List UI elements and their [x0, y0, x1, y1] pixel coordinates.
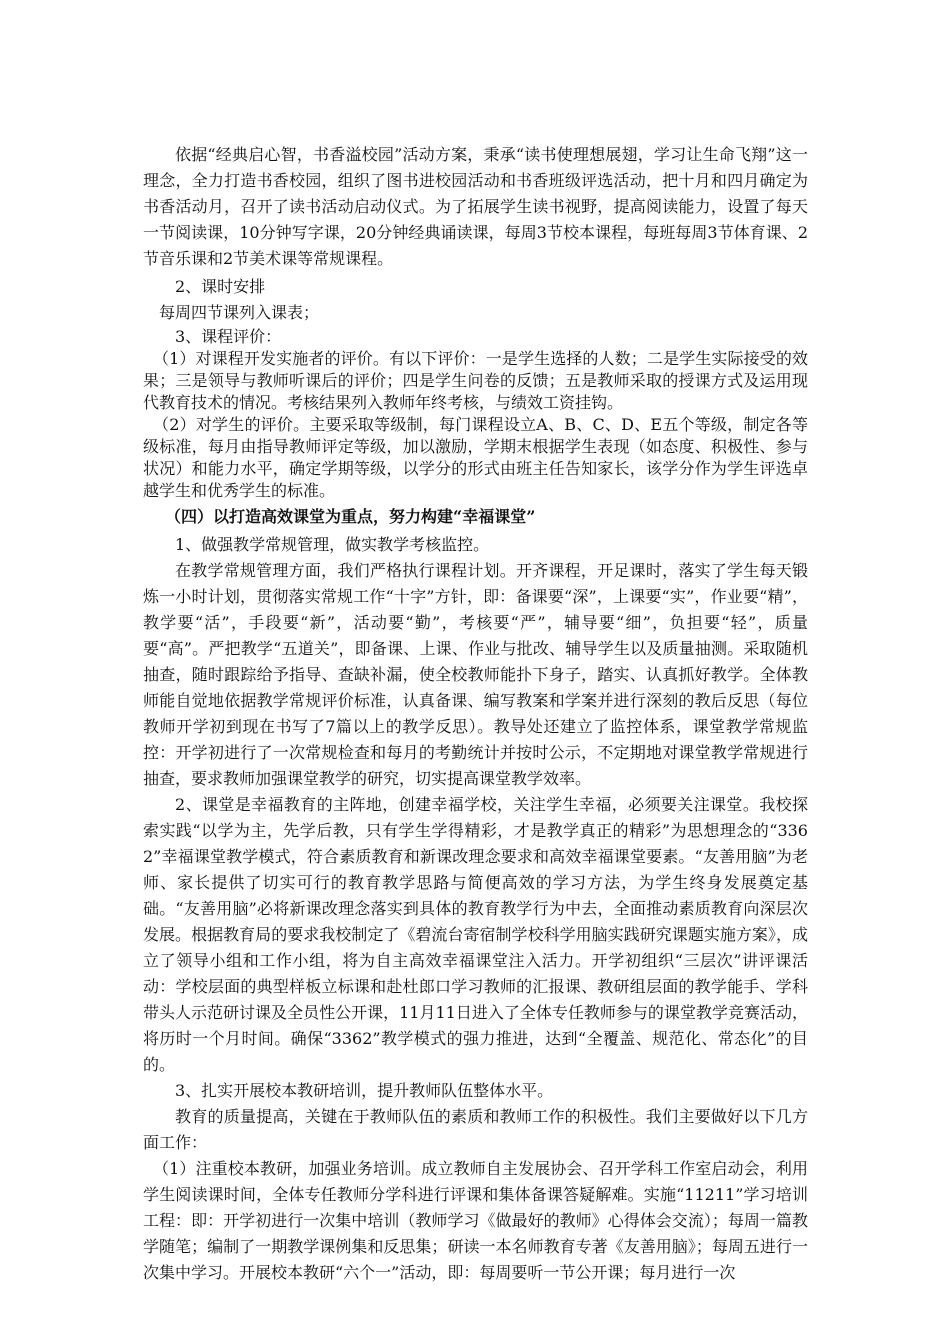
paragraph-happy-classroom: 2、课堂是幸福教育的主阵地，创建幸福学校，关注学生幸福，必须要关注课堂。我校探索实践“以学为主，先学后教，只有学生学得精彩，才是教学真正的精彩”为思想理念的“3362”幸福课堂教学模式，符合素质教育和新课改理念要求和高效幸福课堂要素。“友善用脑”为老师、家长提供了切实可行的教育教学思路与简便高效的学习方法，为学生终身发展奠定基础。“友善用脑”必将新课改理念落实到具体的教育教学行为中去，全面推动素质教育向深层次发展。根据教育局的要求我校制定了《碧流台寄宿制学校科学用脑实践研究课题实施方案》，成立了领导小组和工作小组，将为自主高效幸福课堂注入活力。开学初组织“三层次”讲评课活动：学校层面的典型样板立标课和赴杜郎口学习教师的汇报课、教研组层面的教学能手、学科带头人示范研讨课及全员性公开课，11月11日进入了全体专任教师参与的课堂教学竞赛活动，将历时一个月时间。确保“3362”教学模式的强力推进，达到“全覆盖、规范化、常态化”的目的。	[143, 795, 808, 1074]
paragraph-reading-activity: 依据“经典启心智，书香溢校园”活动方案，秉承“读书使理想展翅，学习让生命飞翔”这一理念，全力打造书香校园，组织了图书进校园活动和书香班级评选活动，把十月和四月确定为书香活动月，召开了读书活动启动仪式。为了拓展学生读书视野，提高阅读能力，设置了每天一节阅读课，10分钟写字课，20分钟经典诵读课，每周3节校本课程，每班每周3节体育课、2节音乐课和2节美术课等常规课程。	[143, 145, 808, 268]
section-course-evaluation: 3、课程评价：	[175, 327, 282, 346]
document-body	[143, 142, 808, 1286]
section-heading-efficient-classroom: （四）以打造高效课堂为重点，努力构建“幸福课堂”	[165, 507, 536, 526]
subsection-teaching-routine: 1、做强教学常规管理，做实教学考核监控。	[175, 535, 490, 554]
paragraph-class-hours: 每周四节课列入课表；	[159, 303, 320, 322]
paragraph-evaluation-implementers: （1）对课程开发实施者的评价。有以下评价：一是学生选择的人数；二是学生实际接受的效果；三是领导与教师听课后的评价；四是学生问卷的反馈；五是教师采取的授课方式及运用现代教育技术的情况。考核结果列入教师年终考核，与绩效工资挂钩。	[143, 349, 808, 412]
paragraph-evaluation-students: （2）对学生的评价。主要采取等级制，每门课程设立A、B、C、D、E五个等级，制定各等级标准，每月由指导教师评定等级，加以激励，学期末根据学生表现（如态度、积极性、参与状况）和能力水平，确定学期等级，以学分的形式由班主任告知家长，该学分作为学生评选卓越学生和优秀学生的标准。	[143, 415, 808, 500]
subsection-school-research: 3、扎实开展校本教研培训，提升教师队伍整体水平。	[175, 1081, 554, 1100]
paragraph-school-research-training: （1）注重校本教研，加强业务培训。成立教师自主发展协会、召开学科工作室启动会，利用学生阅读课时间，全体专任教师分学科进行评课和集体备课答疑解难。实施“11211”学习培训工程：即：开学初进行一次集中培训（教师学习《做最好的教师》心得体会交流）；每周一篇教学随笔；编制了一期教学课例集和反思集；研读一本名师教育专著《友善用脑》；每周五进行一次集中学习。开展校本教研“六个一”活动，即：每周要听一节公开课；每月进行一次	[143, 1159, 808, 1282]
paragraph-teacher-quality: 教育的质量提高，关键在于教师队伍的素质和教师工作的积极性。我们主要做好以下几方面工作：	[143, 1107, 808, 1152]
paragraph-teaching-routine: 在教学常规管理方面，我们严格执行课程计划。开齐课程，开足课时，落实了学生每天锻炼一小时计划，贯彻落实常规工作“十字”方针，即：备课要“深”，上课要“实”，作业要“精”，教学要“活”，手段要“新”，活动要“勤”，考核要“严”，辅导要“细”，负担要“轻”，质量要“高”。严把教学“五道关”，即备课、上课、作业与批改、辅导学生以及质量抽测。采取随机抽查，随时跟踪给予指导、查缺补漏，使全校教师能扑下身子，踏实、认真抓好教学。全体教师能自觉地依据教学常规评价标准，认真备课、编写教案和学案并进行深刻的教后反思（每位教师开学初到现在书写了7篇以上的教学反思）。教导处还建立了监控体系，课堂教学常规监控：开学初进行了一次常规检查和每月的考勤统计并按时公示，不定期地对课堂教学常规进行抽查，要求教师加强课堂教学的研究，切实提高课堂教学效率。	[143, 561, 808, 788]
section-class-hours: 2、课时安排	[175, 277, 266, 296]
